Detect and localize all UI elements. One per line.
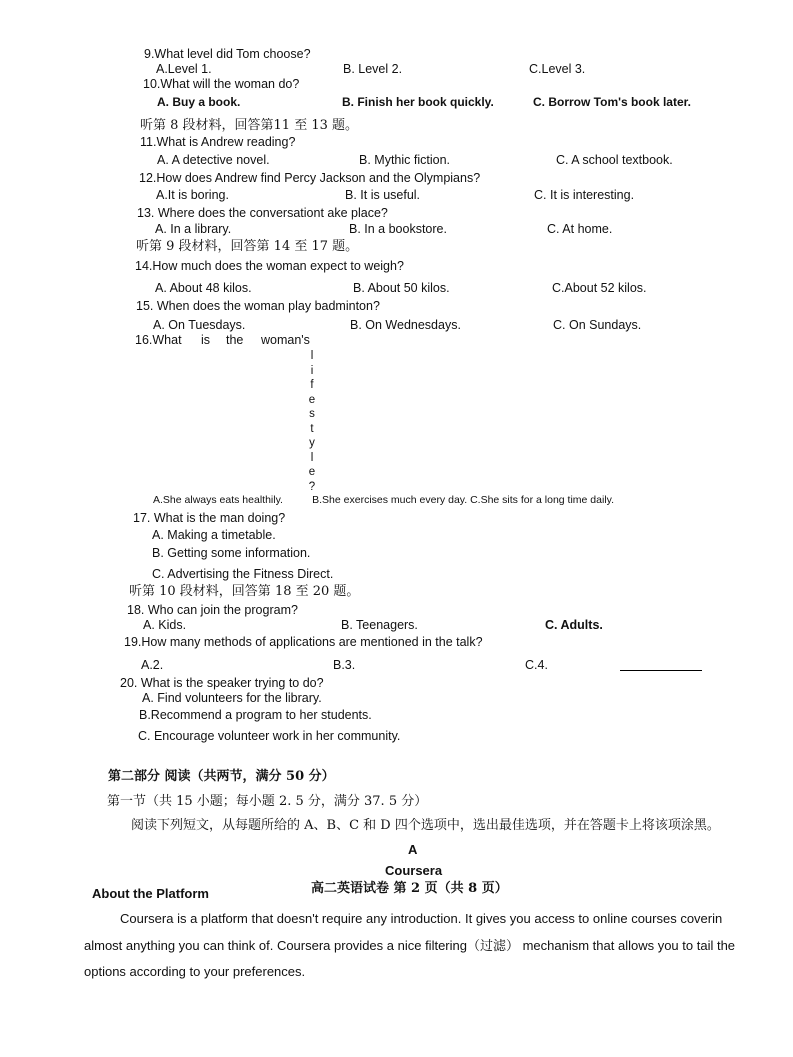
q16-stem-word: 16.What — [135, 333, 182, 347]
q14-option-b: B. About 50 kilos. — [353, 281, 450, 295]
q11-option-a: A. A detective novel. — [157, 153, 270, 167]
q20-option-b: B.Recommend a program to her students. — [139, 708, 372, 722]
q12-option-c: C. It is interesting. — [534, 188, 635, 202]
q20-option-a: A. Find volunteers for the library. — [142, 691, 322, 705]
q17-option-b: B. Getting some information. — [152, 546, 311, 560]
q9-option-b: B. Level 2. — [343, 62, 403, 76]
q13-option-b: B. In a bookstore. — [349, 222, 447, 236]
question-10-stem: 10.What will the woman do? — [143, 77, 300, 91]
q16-vertical-text — [306, 349, 318, 494]
q16-stem-word: the — [226, 333, 244, 347]
q19-option-c: C.4. — [525, 658, 548, 672]
question-9-stem: 9.What level did Tom choose? — [144, 47, 311, 61]
section-9-instruction: 听第 9 段材料，回答第 14 至 17 题。 — [136, 239, 359, 254]
part2-heading: 第二部分 阅读（共两节，满分 50 分） — [108, 769, 335, 784]
q15-option-c: C. On Sundays. — [553, 318, 642, 332]
q15-option-a: A. On Tuesdays. — [153, 318, 246, 332]
q17-option-a: A. Making a timetable. — [152, 528, 276, 542]
q11-option-c: C. A school textbook. — [556, 153, 673, 167]
passage-paragraph: Coursera is a platform that doesn't require any introduction. It gives you access to online courses coverin almost anything you can think of. Coursera provides a nice filtering（过滤） mechanism that allows you to tail the options according to your preferences. — [84, 911, 736, 979]
q15-option-b: B. On Wednesdays. — [350, 318, 461, 332]
question-15-stem: 15. When does the woman play badminton? — [136, 299, 380, 313]
q16-letter: y — [309, 437, 315, 449]
question-12-stem: 12.How does Andrew find Percy Jackson and the Olympians? — [139, 171, 481, 185]
q16-letter: ? — [308, 480, 316, 493]
passage-title: Coursera — [385, 863, 443, 878]
q12-option-b: B. It is useful. — [345, 188, 421, 202]
q16-letter: l — [310, 451, 314, 464]
blank-line — [620, 670, 702, 671]
q14-option-c: C.About 52 kilos. — [552, 281, 647, 295]
question-19-stem: 19.How many methods of applications are mentioned in the talk? — [124, 635, 483, 649]
q16-letter: e — [308, 466, 316, 478]
q10-option-c: C. Borrow Tom's book later. — [533, 95, 691, 109]
q18-option-b: B. Teenagers. — [341, 618, 418, 632]
passage-letter: A — [408, 842, 418, 857]
q12-option-a: A.It is boring. — [156, 188, 229, 202]
question-18-stem: 18. Who can join the program? — [127, 603, 298, 617]
section-8-instruction: 听第 8 段材料，回答第11 至 13 题。 — [140, 118, 359, 133]
q19-option-b: B.3. — [333, 658, 356, 672]
q10-option-a: A. Buy a book. — [157, 95, 241, 109]
reading-instruction: 阅读下列短文，从每题所给的 A、B、C 和 D 四个选项中，选出最佳选项，并在答题卡上将该项涂黑。 — [131, 818, 720, 833]
q9-option-a: A.Level 1. — [156, 62, 212, 76]
q14-option-a: A. About 48 kilos. — [155, 281, 252, 295]
q11-option-b: B. Mythic fiction. — [359, 153, 450, 167]
q18-option-c: C. Adults. — [545, 618, 603, 632]
q16-letter: e — [308, 393, 316, 406]
question-20-stem: 20. What is the speaker trying to do? — [120, 676, 324, 690]
subheading: About the Platform — [92, 886, 209, 901]
q10-option-b: B. Finish her book quickly. — [342, 95, 494, 109]
q17-option-c: C. Advertising the Fitness Direct. — [152, 567, 334, 581]
q16-letter: l — [310, 350, 314, 362]
section1-heading: 第一节（共 15 小题；每小题 2. 5 分，满分 37. 5 分） — [107, 794, 428, 809]
question-11-stem: 11.What is Andrew reading? — [140, 135, 296, 149]
question-17-stem: 17. What is the man doing? — [133, 511, 286, 525]
q16-letter: t — [310, 422, 314, 435]
q18-option-a: A. Kids. — [143, 618, 187, 632]
q13-option-c: C. At home. — [547, 222, 613, 236]
q9-option-c: C.Level 3. — [529, 62, 586, 76]
q16-letter: s — [309, 408, 315, 420]
q19-option-a: A.2. — [141, 658, 164, 672]
question-13-stem: 13. Where does the conversationt ake place? — [137, 206, 388, 220]
section-10-instruction: 听第 10 段材料，回答第 18 至 20 题。 — [129, 584, 360, 599]
q16-letter: f — [310, 379, 314, 391]
question-14-stem: 14.How much does the woman expect to weigh? — [135, 259, 404, 273]
page-footer: 高二英语试卷 第 2 页（共 8 页） — [311, 881, 508, 896]
q16-options: A.She always eats healthily. B.She exercises much every day. C.She sits for a long time daily. — [153, 494, 615, 506]
q20-option-c: C. Encourage volunteer work in her community. — [138, 729, 401, 743]
q16-stem-word: is — [201, 333, 211, 347]
q13-option-a: A. In a library. — [155, 222, 232, 236]
q16-stem-word: woman's — [261, 333, 310, 347]
q16-letter: i — [310, 364, 314, 377]
